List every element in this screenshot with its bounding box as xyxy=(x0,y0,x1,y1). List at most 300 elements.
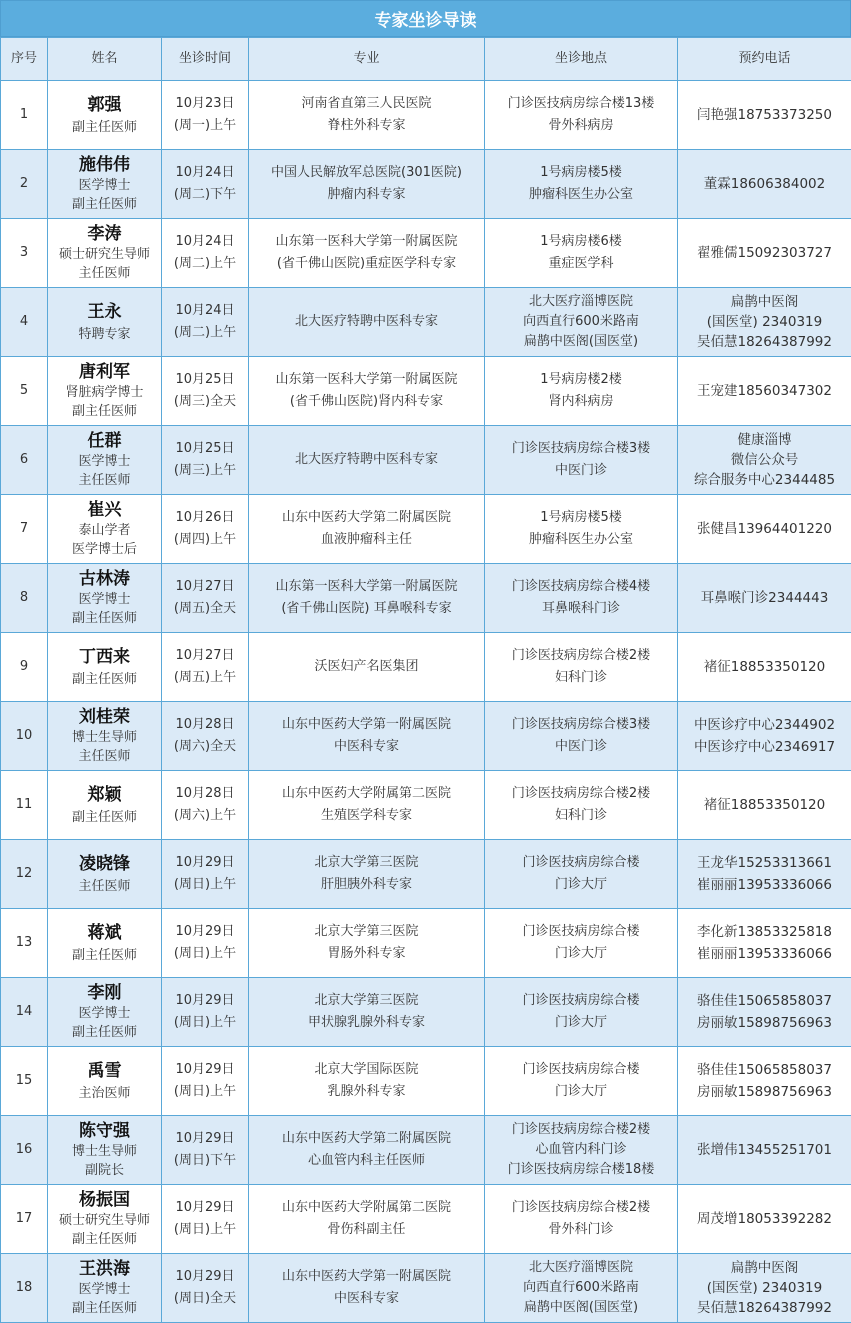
clinic-time: 10月29日 xyxy=(162,921,248,943)
specialty-line: 山东中医药大学附属第二医院 xyxy=(249,1197,484,1219)
specialty-line: 北大医疗特聘中医科专家 xyxy=(249,311,484,333)
time-cell xyxy=(162,978,249,1047)
time-cell xyxy=(162,1047,249,1116)
location-line: 门诊医技病房综合楼18楼 xyxy=(485,1160,677,1180)
table-row xyxy=(1,495,851,564)
phone-line: 房丽敏15898756963 xyxy=(678,1012,851,1034)
expert-name: 陈守强 xyxy=(48,1120,161,1142)
row-number: 15 xyxy=(1,1047,48,1116)
location-line: 门诊医技病房综合楼4楼 xyxy=(485,576,677,598)
header-name: 姓名 xyxy=(48,38,162,81)
expert-cell xyxy=(48,1116,162,1185)
expert-name: 李涛 xyxy=(48,223,161,245)
row-number: 1 xyxy=(1,81,48,150)
phone-line: 中医诊疗中心2344902 xyxy=(678,714,851,736)
clinic-time: (周五)上午 xyxy=(162,667,248,689)
clinic-time: (周二)下午 xyxy=(162,184,248,206)
specialty-line: 心血管内科主任医师 xyxy=(249,1150,484,1172)
specialty-line: 沃医妇产名医集团 xyxy=(249,656,484,678)
location-line: 门诊医技病房综合楼 xyxy=(485,990,677,1012)
specialty-line: 山东中医药大学第一附属医院 xyxy=(249,1266,484,1288)
time-cell xyxy=(162,564,249,633)
phone-line: 褚征18853350120 xyxy=(678,794,851,816)
table-row xyxy=(1,426,851,495)
phone-cell xyxy=(678,219,851,288)
location-line: 门诊医技病房综合楼2楼 xyxy=(485,1120,677,1140)
location-line: 骨外科病房 xyxy=(485,115,677,137)
location-line: 骨外科门诊 xyxy=(485,1219,677,1241)
time-cell xyxy=(162,288,249,357)
phone-line: 王龙华15253313661 xyxy=(678,852,851,874)
expert-cell xyxy=(48,1254,162,1323)
phone-line: 吴佰慧18264387992 xyxy=(678,1298,851,1318)
expert-title: 特聘专家 xyxy=(48,324,161,345)
expert-title: 硕士研究生导师 xyxy=(48,245,161,264)
location-line: 门诊医技病房综合楼 xyxy=(485,1059,677,1081)
time-cell xyxy=(162,219,249,288)
specialty-line: 北京大学第三医院 xyxy=(249,921,484,943)
phone-cell xyxy=(678,357,851,426)
clinic-time: (周三)全天 xyxy=(162,391,248,413)
location-line: 门诊医技病房综合楼2楼 xyxy=(485,1197,677,1219)
phone-line: 翟雅儒15092303727 xyxy=(678,242,851,264)
table-row xyxy=(1,357,851,426)
phone-line: 吴佰慧18264387992 xyxy=(678,332,851,352)
expert-cell xyxy=(48,81,162,150)
header-time: 坐诊时间 xyxy=(162,38,249,81)
table-row xyxy=(1,288,851,357)
phone-line: (国医堂) 2340319 xyxy=(678,1278,851,1298)
clinic-time: 10月24日 xyxy=(162,300,248,322)
specialty-line: 胃肠外科专家 xyxy=(249,943,484,965)
row-number: 18 xyxy=(1,1254,48,1323)
phone-line: 董霖18606384002 xyxy=(678,173,851,195)
expert-title: 主任医师 xyxy=(48,264,161,283)
phone-cell xyxy=(678,633,851,702)
clinic-time: 10月27日 xyxy=(162,576,248,598)
clinic-time: (周日)上午 xyxy=(162,943,248,965)
specialty-line: 骨伤科副主任 xyxy=(249,1219,484,1241)
specialty-line: 山东中医药大学第二附属医院 xyxy=(249,507,484,529)
specialty-line: 乳腺外科专家 xyxy=(249,1081,484,1103)
clinic-time: 10月24日 xyxy=(162,231,248,253)
expert-cell xyxy=(48,978,162,1047)
expert-name: 丁西来 xyxy=(48,645,161,669)
phone-line: 扁鹊中医阁 xyxy=(678,292,851,312)
location-line: 向西直行600米路南 xyxy=(485,312,677,332)
location-line: 1号病房楼2楼 xyxy=(485,369,677,391)
specialty-cell xyxy=(249,1254,485,1323)
expert-name: 蒋斌 xyxy=(48,921,161,945)
clinic-time: (周二)上午 xyxy=(162,322,248,344)
location-line: 门诊医技病房综合楼3楼 xyxy=(485,438,677,460)
location-cell xyxy=(485,426,678,495)
expert-title: 主任医师 xyxy=(48,876,161,897)
phone-line: 扁鹊中医阁 xyxy=(678,1258,851,1278)
expert-title: 肾脏病学博士 xyxy=(48,383,161,402)
clinic-time: (周四)上午 xyxy=(162,529,248,551)
phone-line: 李化新13853325818 xyxy=(678,921,851,943)
phone-cell xyxy=(678,150,851,219)
time-cell xyxy=(162,909,249,978)
expert-name: 王永 xyxy=(48,300,161,324)
expert-cell xyxy=(48,909,162,978)
expert-name: 李刚 xyxy=(48,982,161,1004)
phone-line: (国医堂) 2340319 xyxy=(678,312,851,332)
expert-name: 王洪海 xyxy=(48,1258,161,1280)
location-line: 门诊医技病房综合楼2楼 xyxy=(485,783,677,805)
specialty-line: (省千佛山医院)肾内科专家 xyxy=(249,391,484,413)
table-row xyxy=(1,702,851,771)
expert-cell xyxy=(48,426,162,495)
clinic-time: (周六)上午 xyxy=(162,805,248,827)
location-line: 北大医疗淄博医院 xyxy=(485,292,677,312)
expert-cell xyxy=(48,702,162,771)
location-cell xyxy=(485,81,678,150)
clinic-time: 10月27日 xyxy=(162,645,248,667)
location-line: 重症医学科 xyxy=(485,253,677,275)
clinic-time: (周三)上午 xyxy=(162,460,248,482)
time-cell xyxy=(162,150,249,219)
phone-line: 综合服务中心2344485 xyxy=(678,470,851,490)
expert-cell xyxy=(48,633,162,702)
expert-cell xyxy=(48,1185,162,1254)
expert-title: 副主任医师 xyxy=(48,807,161,828)
location-cell xyxy=(485,495,678,564)
clinic-time: (周日)下午 xyxy=(162,1150,248,1172)
time-cell xyxy=(162,1185,249,1254)
clinic-time: (周二)上午 xyxy=(162,253,248,275)
expert-title: 副主任医师 xyxy=(48,669,161,690)
location-cell xyxy=(485,771,678,840)
clinic-time: (周日)上午 xyxy=(162,874,248,896)
location-cell xyxy=(485,1047,678,1116)
clinic-time: 10月24日 xyxy=(162,162,248,184)
row-number: 2 xyxy=(1,150,48,219)
row-number: 10 xyxy=(1,702,48,771)
clinic-time: 10月29日 xyxy=(162,1128,248,1150)
table-row xyxy=(1,219,851,288)
expert-title: 副主任医师 xyxy=(48,1299,161,1318)
specialty-line: 北京大学国际医院 xyxy=(249,1059,484,1081)
location-cell xyxy=(485,840,678,909)
header-location: 坐诊地点 xyxy=(485,38,678,81)
phone-line: 褚征18853350120 xyxy=(678,656,851,678)
specialty-line: 中医科专家 xyxy=(249,1288,484,1310)
table-row xyxy=(1,978,851,1047)
expert-cell xyxy=(48,771,162,840)
clinic-time: 10月29日 xyxy=(162,990,248,1012)
phone-line: 闫艳强18753373250 xyxy=(678,104,851,126)
expert-cell xyxy=(48,495,162,564)
location-cell xyxy=(485,702,678,771)
phone-cell xyxy=(678,840,851,909)
expert-name: 任群 xyxy=(48,430,161,452)
expert-title: 博士生导师 xyxy=(48,728,161,747)
location-line: 中医门诊 xyxy=(485,736,677,758)
location-cell xyxy=(485,978,678,1047)
phone-line: 崔丽丽13953336066 xyxy=(678,874,851,896)
expert-title: 医学博士 xyxy=(48,1280,161,1299)
clinic-time: 10月23日 xyxy=(162,93,248,115)
location-line: 门诊医技病房综合楼13楼 xyxy=(485,93,677,115)
specialty-line: 中国人民解放军总医院(301医院) xyxy=(249,162,484,184)
time-cell xyxy=(162,840,249,909)
location-line: 北大医疗淄博医院 xyxy=(485,1258,677,1278)
specialty-cell xyxy=(249,219,485,288)
expert-name: 凌晓锋 xyxy=(48,852,161,876)
location-cell xyxy=(485,909,678,978)
specialty-cell xyxy=(249,81,485,150)
expert-name: 施伟伟 xyxy=(48,154,161,176)
specialty-cell xyxy=(249,909,485,978)
expert-title: 医学博士 xyxy=(48,590,161,609)
time-cell xyxy=(162,357,249,426)
phone-line: 微信公众号 xyxy=(678,450,851,470)
specialty-line: 山东中医药大学第一附属医院 xyxy=(249,714,484,736)
table-row xyxy=(1,633,851,702)
phone-line: 骆佳佳15065858037 xyxy=(678,1059,851,1081)
phone-line: 房丽敏15898756963 xyxy=(678,1081,851,1103)
specialty-cell xyxy=(249,633,485,702)
row-number: 16 xyxy=(1,1116,48,1185)
clinic-time: (周六)全天 xyxy=(162,736,248,758)
phone-cell xyxy=(678,81,851,150)
specialty-cell xyxy=(249,150,485,219)
time-cell xyxy=(162,495,249,564)
expert-name: 古林涛 xyxy=(48,568,161,590)
expert-cell xyxy=(48,150,162,219)
expert-title: 副主任医师 xyxy=(48,195,161,214)
specialty-line: 脊柱外科专家 xyxy=(249,115,484,137)
expert-title: 主任医师 xyxy=(48,747,161,766)
specialty-cell xyxy=(249,495,485,564)
row-number: 11 xyxy=(1,771,48,840)
time-cell xyxy=(162,633,249,702)
table-row xyxy=(1,1185,851,1254)
table-row xyxy=(1,150,851,219)
phone-cell xyxy=(678,1254,851,1323)
location-line: 妇科门诊 xyxy=(485,667,677,689)
specialty-cell xyxy=(249,771,485,840)
specialty-line: 山东第一医科大学第一附属医院 xyxy=(249,576,484,598)
table-row xyxy=(1,81,851,150)
phone-line: 周茂增18053392282 xyxy=(678,1208,851,1230)
specialty-cell xyxy=(249,840,485,909)
specialty-line: 甲状腺乳腺外科专家 xyxy=(249,1012,484,1034)
phone-cell xyxy=(678,564,851,633)
time-cell xyxy=(162,1116,249,1185)
expert-title: 医学博士后 xyxy=(48,540,161,559)
table-row xyxy=(1,1254,851,1323)
expert-schedule-table xyxy=(0,37,851,1323)
phone-cell xyxy=(678,426,851,495)
clinic-time: (周日)上午 xyxy=(162,1012,248,1034)
specialty-line: 山东中医药大学第二附属医院 xyxy=(249,1128,484,1150)
location-line: 1号病房楼6楼 xyxy=(485,231,677,253)
location-line: 1号病房楼5楼 xyxy=(485,507,677,529)
expert-name: 禹雪 xyxy=(48,1059,161,1083)
expert-cell xyxy=(48,288,162,357)
location-line: 门诊大厅 xyxy=(485,874,677,896)
phone-line: 健康淄博 xyxy=(678,430,851,450)
specialty-cell xyxy=(249,288,485,357)
expert-title: 博士生导师 xyxy=(48,1142,161,1161)
phone-cell xyxy=(678,909,851,978)
location-line: 门诊医技病房综合楼 xyxy=(485,852,677,874)
clinic-time: 10月29日 xyxy=(162,1059,248,1081)
expert-title: 副主任医师 xyxy=(48,609,161,628)
expert-cell xyxy=(48,1047,162,1116)
expert-name: 郭强 xyxy=(48,93,161,117)
location-line: 1号病房楼5楼 xyxy=(485,162,677,184)
phone-line: 王宠建18560347302 xyxy=(678,380,851,402)
location-line: 扁鹊中医阁(国医堂) xyxy=(485,1298,677,1318)
location-line: 向西直行600米路南 xyxy=(485,1278,677,1298)
specialty-line: 北京大学第三医院 xyxy=(249,990,484,1012)
clinic-time: 10月28日 xyxy=(162,714,248,736)
location-cell xyxy=(485,357,678,426)
expert-title: 副主任医师 xyxy=(48,945,161,966)
row-number: 3 xyxy=(1,219,48,288)
header-no: 序号 xyxy=(1,38,48,81)
expert-title: 主任医师 xyxy=(48,471,161,490)
expert-title: 硕士研究生导师 xyxy=(48,1211,161,1230)
specialty-cell xyxy=(249,426,485,495)
location-cell xyxy=(485,633,678,702)
specialty-line: (省千佛山医院) 耳鼻喉科专家 xyxy=(249,598,484,620)
phone-line: 中医诊疗中心2346917 xyxy=(678,736,851,758)
location-line: 门诊大厅 xyxy=(485,943,677,965)
specialty-line: 肝胆胰外科专家 xyxy=(249,874,484,896)
expert-name: 刘桂荣 xyxy=(48,706,161,728)
clinic-time: 10月25日 xyxy=(162,438,248,460)
clinic-time: (周一)上午 xyxy=(162,115,248,137)
clinic-time: 10月29日 xyxy=(162,852,248,874)
row-number: 14 xyxy=(1,978,48,1047)
location-line: 门诊大厅 xyxy=(485,1081,677,1103)
phone-line: 耳鼻喉门诊2344443 xyxy=(678,587,851,609)
location-line: 耳鼻喉科门诊 xyxy=(485,598,677,620)
table-row xyxy=(1,1116,851,1185)
specialty-cell xyxy=(249,357,485,426)
clinic-time: 10月28日 xyxy=(162,783,248,805)
row-number: 7 xyxy=(1,495,48,564)
time-cell xyxy=(162,702,249,771)
specialty-cell xyxy=(249,1116,485,1185)
location-line: 肾内科病房 xyxy=(485,391,677,413)
expert-title: 医学博士 xyxy=(48,1004,161,1023)
row-number: 9 xyxy=(1,633,48,702)
location-cell xyxy=(485,288,678,357)
header-specialty: 专业 xyxy=(249,38,485,81)
specialty-line: 生殖医学科专家 xyxy=(249,805,484,827)
expert-title: 副主任医师 xyxy=(48,402,161,421)
clinic-time: 10月26日 xyxy=(162,507,248,529)
clinic-time: 10月25日 xyxy=(162,369,248,391)
table-row xyxy=(1,909,851,978)
expert-title: 副主任医师 xyxy=(48,1230,161,1249)
phone-cell xyxy=(678,771,851,840)
location-cell xyxy=(485,1116,678,1185)
clinic-time: (周日)全天 xyxy=(162,1288,248,1310)
time-cell xyxy=(162,426,249,495)
location-cell xyxy=(485,564,678,633)
time-cell xyxy=(162,81,249,150)
clinic-time: (周日)上午 xyxy=(162,1219,248,1241)
table-row xyxy=(1,564,851,633)
location-line: 门诊大厅 xyxy=(485,1012,677,1034)
specialty-cell xyxy=(249,1047,485,1116)
expert-name: 郑颖 xyxy=(48,783,161,807)
specialty-line: 山东第一医科大学第一附属医院 xyxy=(249,369,484,391)
phone-cell xyxy=(678,1116,851,1185)
location-line: 中医门诊 xyxy=(485,460,677,482)
expert-title: 副主任医师 xyxy=(48,117,161,138)
location-cell xyxy=(485,1254,678,1323)
expert-name: 唐利军 xyxy=(48,361,161,383)
table-row xyxy=(1,1047,851,1116)
expert-name: 杨振国 xyxy=(48,1189,161,1211)
expert-title: 副院长 xyxy=(48,1161,161,1180)
time-cell xyxy=(162,1254,249,1323)
expert-title: 泰山学者 xyxy=(48,521,161,540)
specialty-line: 河南省直第三人民医院 xyxy=(249,93,484,115)
location-cell xyxy=(485,219,678,288)
row-number: 17 xyxy=(1,1185,48,1254)
specialty-line: 北大医疗特聘中医科专家 xyxy=(249,449,484,471)
location-line: 肿瘤科医生办公室 xyxy=(485,184,677,206)
phone-cell xyxy=(678,702,851,771)
phone-line: 骆佳佳15065858037 xyxy=(678,990,851,1012)
specialty-cell xyxy=(249,702,485,771)
clinic-time: 10月29日 xyxy=(162,1197,248,1219)
location-line: 门诊医技病房综合楼 xyxy=(485,921,677,943)
row-number: 5 xyxy=(1,357,48,426)
expert-cell xyxy=(48,219,162,288)
phone-cell xyxy=(678,288,851,357)
location-line: 心血管内科门诊 xyxy=(485,1140,677,1160)
location-cell xyxy=(485,1185,678,1254)
table-row xyxy=(1,771,851,840)
phone-cell xyxy=(678,495,851,564)
expert-title: 主治医师 xyxy=(48,1083,161,1104)
expert-name: 崔兴 xyxy=(48,499,161,521)
phone-line: 张增伟13455251701 xyxy=(678,1139,851,1161)
row-number: 4 xyxy=(1,288,48,357)
expert-cell xyxy=(48,840,162,909)
expert-title: 医学博士 xyxy=(48,176,161,195)
location-line: 扁鹊中医阁(国医堂) xyxy=(485,332,677,352)
phone-cell xyxy=(678,1185,851,1254)
specialty-line: 血液肿瘤科主任 xyxy=(249,529,484,551)
row-number: 13 xyxy=(1,909,48,978)
expert-cell xyxy=(48,357,162,426)
table-row xyxy=(1,840,851,909)
time-cell xyxy=(162,771,249,840)
row-number: 8 xyxy=(1,564,48,633)
specialty-line: (省千佛山医院)重症医学科专家 xyxy=(249,253,484,275)
header-phone: 预约电话 xyxy=(678,38,851,81)
row-number: 12 xyxy=(1,840,48,909)
specialty-line: 肿瘤内科专家 xyxy=(249,184,484,206)
specialty-cell xyxy=(249,564,485,633)
phone-line: 张健昌13964401220 xyxy=(678,518,851,540)
location-line: 门诊医技病房综合楼2楼 xyxy=(485,645,677,667)
expert-title: 副主任医师 xyxy=(48,1023,161,1042)
specialty-line: 山东中医药大学附属第二医院 xyxy=(249,783,484,805)
clinic-time: (周五)全天 xyxy=(162,598,248,620)
